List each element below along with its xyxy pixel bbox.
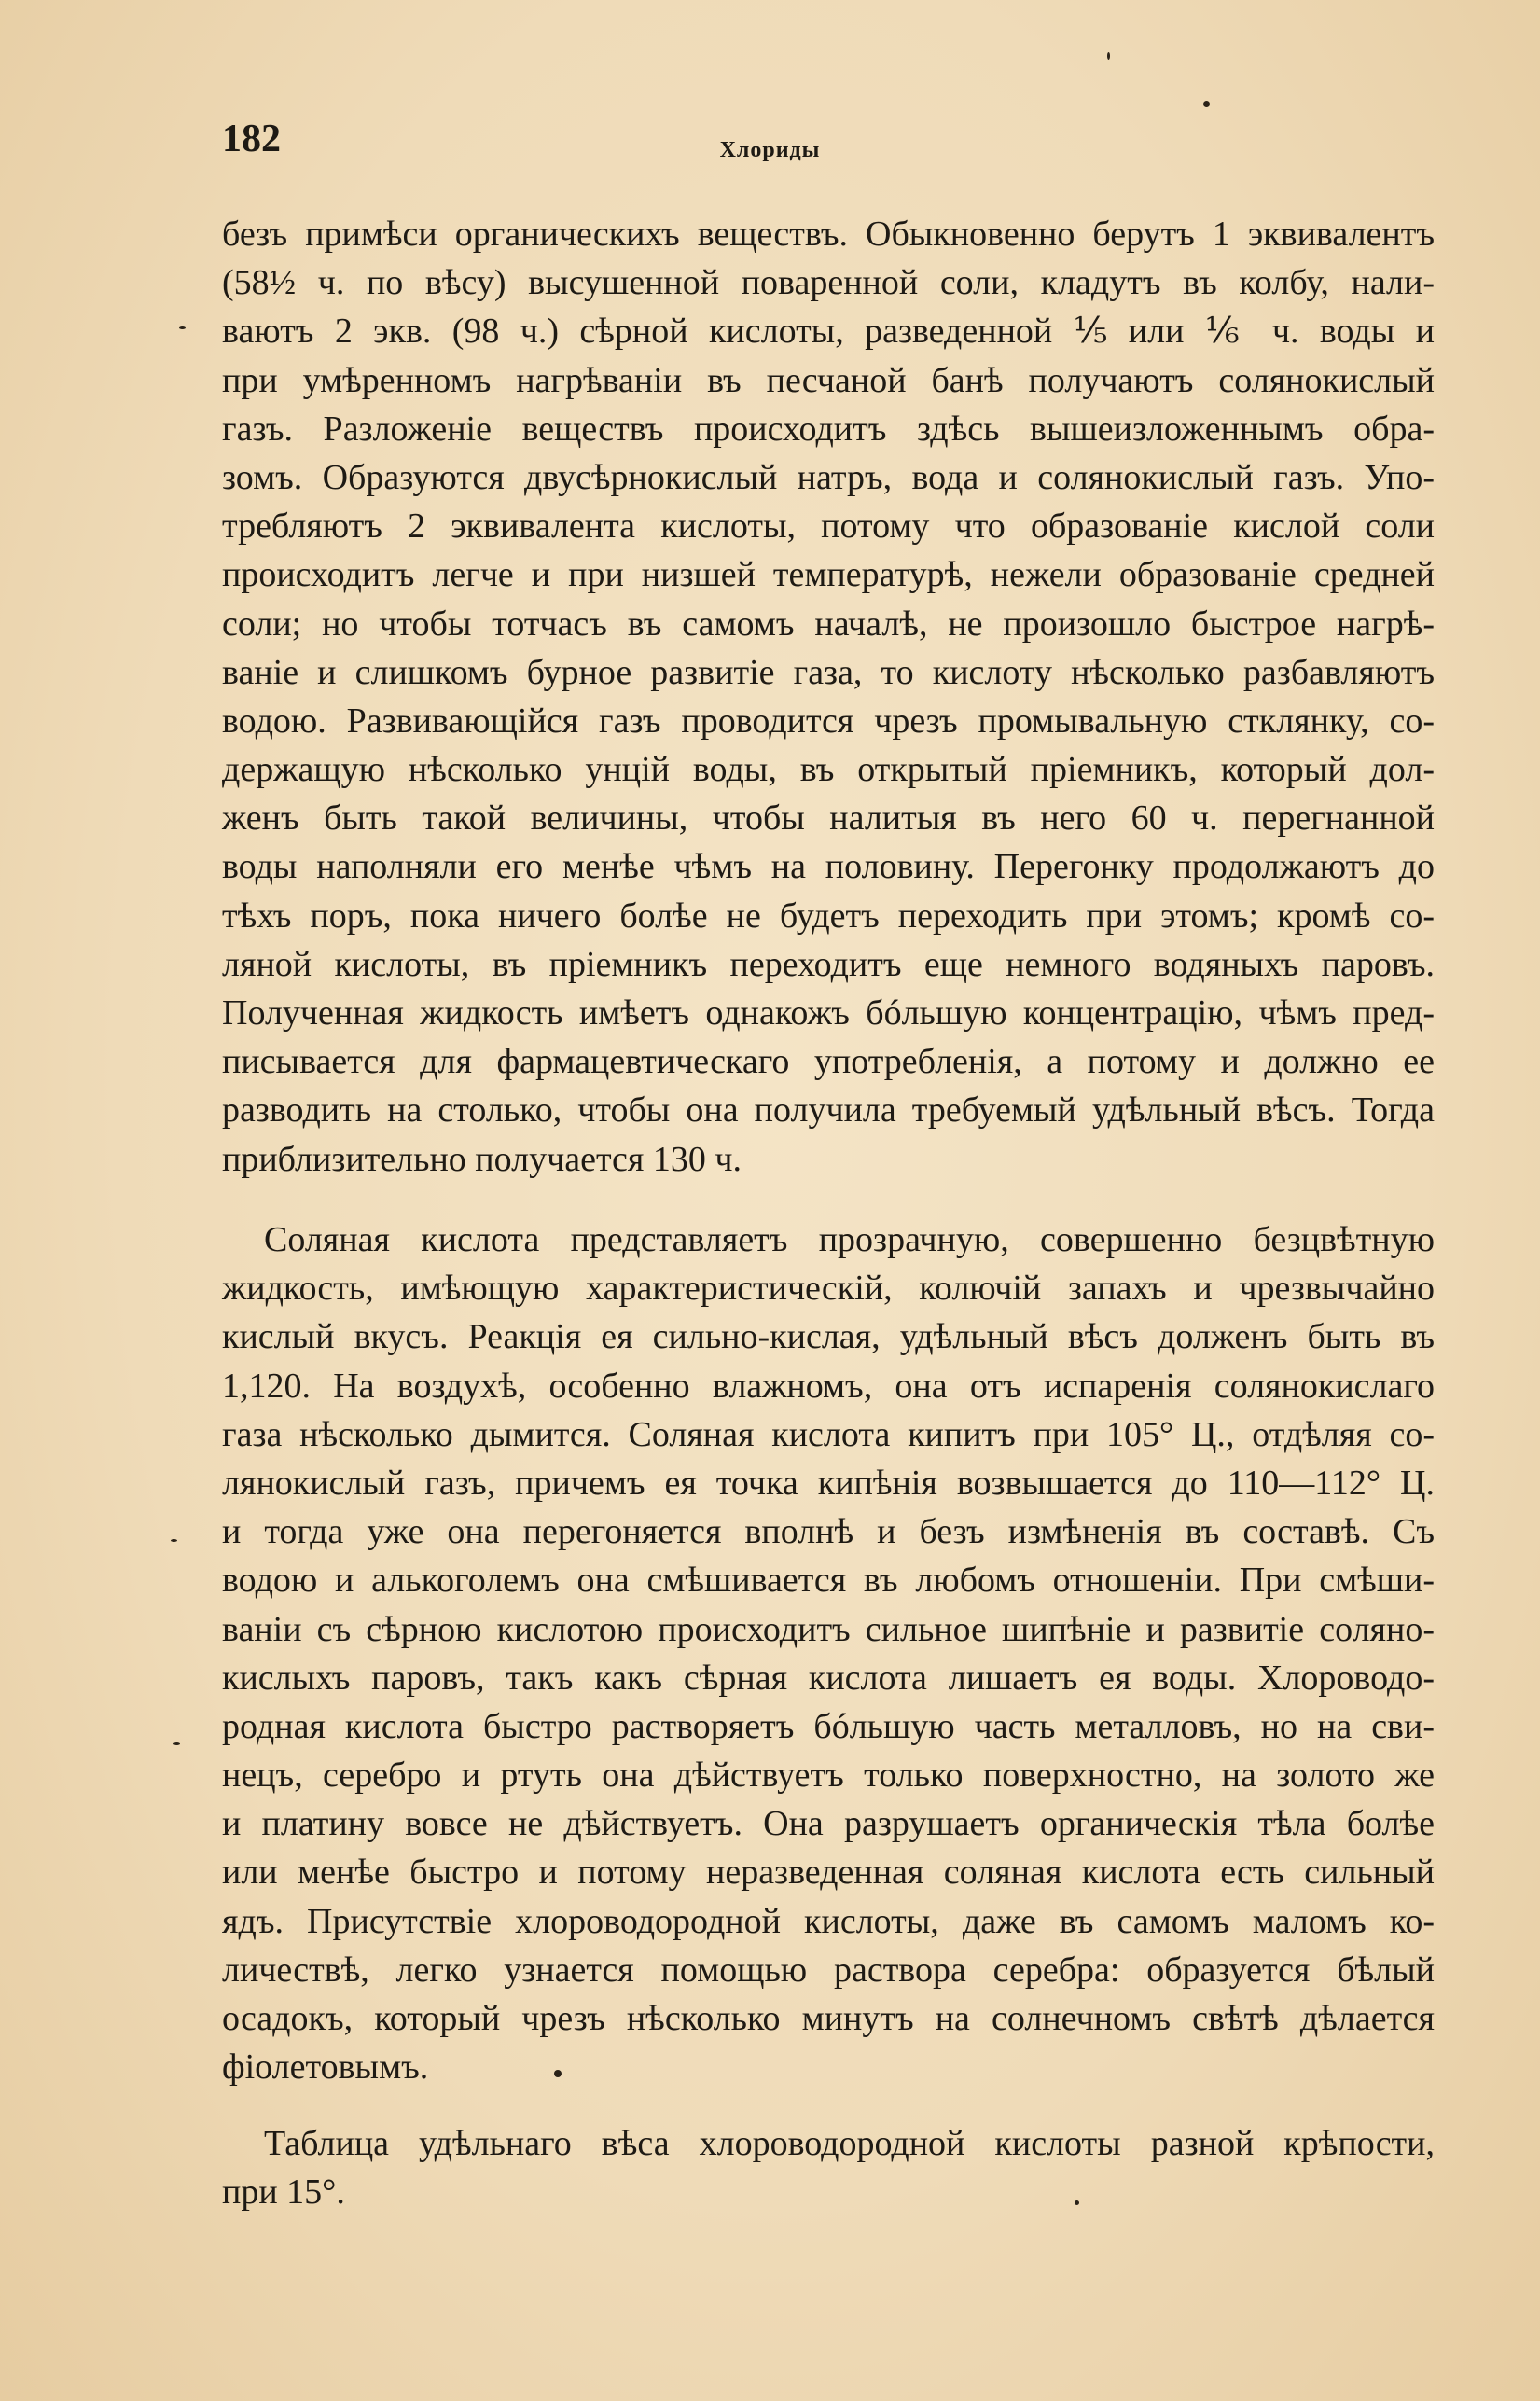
- text-line: личествѣ, легко узнается помощью раствора серебра: образуется бѣлый: [222, 1950, 1435, 1990]
- text-line: фіолетовымъ.: [222, 2047, 429, 2088]
- text-line: безъ примѣси органическихъ веществъ. Обыкновенно берутъ 1 эквивалентъ: [222, 215, 1435, 254]
- text-line: осадокъ, который чрезъ нѣсколько минутъ на солнечномъ свѣтѣ дѣлается: [222, 1999, 1435, 2038]
- text-line: происходитъ легче и при низшей температурѣ, нежели образованіе средней: [222, 555, 1435, 595]
- text-line: жидкость, имѣющую характеристическій, колючій запахъ и чрезвычайно: [222, 1269, 1435, 1309]
- ink-speck: [1203, 101, 1210, 107]
- text-line: соли; но чтобы тотчасъ въ самомъ началѣ, не произошло быстрое нагрѣ-: [222, 604, 1435, 644]
- ink-speck: [1075, 2200, 1079, 2205]
- text-line: Таблица удѣльнаго вѣса хлороводородной кислоты разной крѣпости,: [264, 2124, 1435, 2163]
- text-line: зомъ. Образуются двусѣрнокислый натръ, вода и солянокислый газъ. Упо-: [222, 457, 1435, 497]
- text-line: ядъ. Присутствіе хлороводородной кислоты, даже въ самомъ маломъ ко-: [222, 1901, 1435, 1941]
- text-line: Полученная жидкость имѣетъ однакожъ бóльшую концентрацію, чѣмъ пред-: [222, 993, 1435, 1033]
- text-line: воды наполняли его менѣе чѣмъ на половину. Перегонку продолжаютъ до: [222, 847, 1435, 887]
- page-number: 182: [222, 118, 281, 160]
- text-line: 1,120. На воздухѣ, особенно влажномъ, она отъ испаренія солянокислаго: [222, 1366, 1435, 1406]
- text-line: водою. Развивающійся газъ проводится чрезъ промывальную стклянку, со-: [222, 701, 1435, 741]
- text-line: ваютъ 2 экв. (98 ч.) сѣрной кислоты, разведенной ⅕ или ⅙ ч. воды и: [222, 312, 1435, 352]
- text-line: приблизительно получается 130 ч.: [222, 1139, 742, 1179]
- running-head: Хлориды: [719, 138, 821, 162]
- paragraph-properties: [222, 1215, 1435, 2091]
- text-line: женъ быть такой величины, чтобы налитыя въ него 60 ч. перегнанной: [222, 798, 1435, 839]
- text-line: ваніи съ сѣрною кислотою происходитъ сильное шипѣніе и развитіе соляно-: [222, 1609, 1435, 1649]
- text-line: газъ. Разложеніе веществъ происходитъ здѣсь вышеизложеннымъ обра-: [222, 409, 1435, 449]
- paragraph-table-caption: [222, 2119, 1435, 2216]
- text-line: кислыхъ паровъ, такъ какъ сѣрная кислота лишаетъ ея воды. Хлороводо-: [222, 1658, 1435, 1698]
- ink-speck: [173, 1742, 180, 1745]
- text-line: или менѣе быстро и потому неразведенная соляная кислота есть сильный: [222, 1853, 1435, 1893]
- ink-speck: [171, 1539, 177, 1542]
- ink-speck: [1107, 52, 1110, 60]
- text-line: и платину вовсе не дѣйствуетъ. Она разрушаетъ органическія тѣла болѣе: [222, 1804, 1435, 1844]
- paragraph-preparation: [222, 210, 1435, 1184]
- text-line: тѣхъ поръ, пока ничего болѣе не будетъ переходить при этомъ; кромѣ со-: [222, 895, 1435, 936]
- text-line: водою и алькоголемъ она смѣшивается въ любомъ отношеніи. При смѣши-: [222, 1561, 1435, 1601]
- text-line: разводить на столько, чтобы она получила требуемый удѣльный вѣсъ. Тогда: [222, 1090, 1435, 1131]
- ink-speck: [554, 2070, 562, 2077]
- text-line: ляной кислоты, въ пріемникъ переходитъ еще немного водяныхъ паровъ.: [222, 944, 1435, 984]
- text-line: (58½ ч. по вѣсу) высушенной поваренной соли, кладутъ въ колбу, нали-: [222, 263, 1435, 303]
- text-line: держащую нѣсколько унцій воды, въ открытый пріемникъ, который дол-: [222, 750, 1435, 790]
- text-line: газа нѣсколько дымится. Соляная кислота кипитъ при 105° Ц., отдѣляя со-: [222, 1414, 1435, 1454]
- text-line: при умѣренномъ нагрѣваніи въ песчаной банѣ получаютъ солянокислый: [222, 360, 1435, 400]
- text-line: кислый вкусъ. Реакція ея сильно-кислая, удѣльный вѣсъ долженъ быть въ: [222, 1317, 1435, 1357]
- ink-speck: [179, 326, 186, 329]
- text-line: родная кислота быстро растворяетъ бóльшую часть металловъ, но на сви-: [222, 1706, 1435, 1746]
- text-line: и тогда уже она перегоняется вполнѣ и безъ измѣненія въ составѣ. Съ: [222, 1512, 1435, 1552]
- text-line: требляютъ 2 эквивалента кислоты, потому что образованіе кислой соли: [222, 507, 1435, 547]
- text-line: при 15°.: [222, 2172, 345, 2213]
- text-line: нецъ, серебро и ртуть она дѣйствуетъ только поверхностно, на золото же: [222, 1756, 1435, 1796]
- text-line: Соляная кислота представляетъ прозрачную, совершенно безцвѣтную: [264, 1220, 1435, 1259]
- text-line: ваніе и слишкомъ бурное развитіе газа, то кислоту нѣсколько разбавляютъ: [222, 652, 1435, 692]
- text-line: писывается для фармацевтическаго употребленія, а потому и должно ее: [222, 1042, 1435, 1082]
- text-line: лянокислый газъ, причемъ ея точка кипѣнія возвышается до 110—112° Ц.: [222, 1463, 1435, 1503]
